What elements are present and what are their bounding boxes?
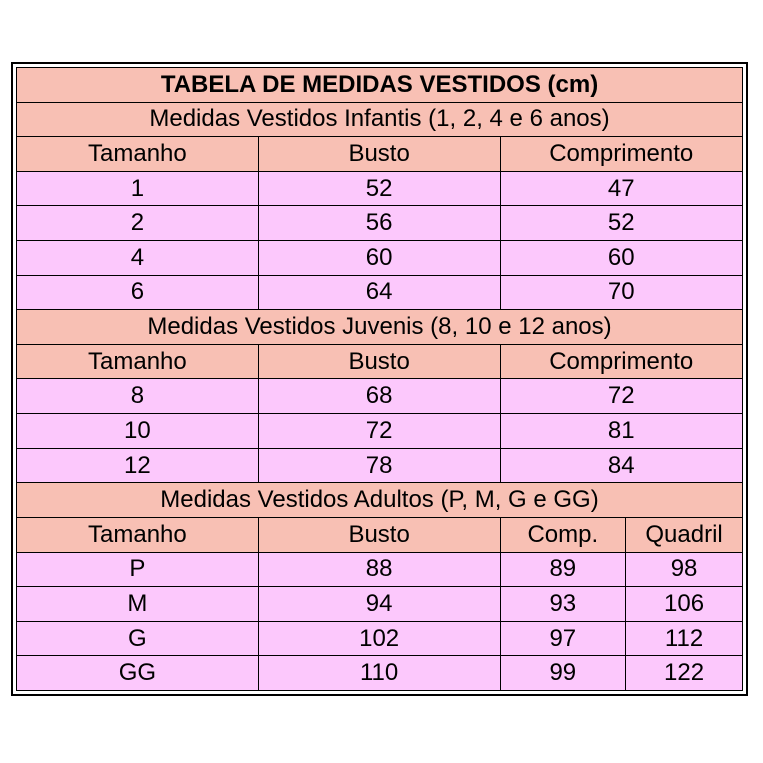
cell-length: 81 [500, 414, 743, 449]
table-row [17, 414, 743, 449]
table-row [17, 656, 743, 691]
cell-size: 4 [17, 241, 259, 276]
cell-bust: 78 [258, 448, 500, 483]
cell-size: 2 [17, 206, 259, 241]
table-row [17, 552, 743, 587]
cell-hip: 122 [626, 656, 743, 691]
cell-size: 10 [17, 414, 259, 449]
column-header-busto: Busto [258, 137, 500, 172]
cell-length: 84 [500, 448, 743, 483]
table-row [17, 275, 743, 310]
size-chart-frame [11, 62, 748, 696]
cell-hip: 106 [626, 587, 743, 622]
cell-size: 12 [17, 448, 259, 483]
section-heading-row [17, 102, 743, 137]
cell-size: 1 [17, 171, 259, 206]
cell-bust: 56 [258, 206, 500, 241]
cell-length: 70 [500, 275, 743, 310]
cell-length: 47 [500, 171, 743, 206]
column-header-comprimento: Comprimento [500, 344, 743, 379]
cell-size: GG [17, 656, 259, 691]
table-row [17, 448, 743, 483]
cell-length: 72 [500, 379, 743, 414]
cell-hip: 98 [626, 552, 743, 587]
section-heading-juvenis: Medidas Vestidos Juvenis (8, 10 e 12 anos) [17, 310, 743, 345]
column-header-busto: Busto [258, 344, 500, 379]
table-row [17, 206, 743, 241]
table-row [17, 621, 743, 656]
cell-hip: 112 [626, 621, 743, 656]
table-title: TABELA DE MEDIDAS VESTIDOS (cm) [17, 68, 743, 103]
table-row [17, 379, 743, 414]
column-header-tamanho: Tamanho [17, 137, 259, 172]
size-chart-table [16, 67, 743, 691]
cell-length: 97 [500, 621, 626, 656]
cell-size: G [17, 621, 259, 656]
cell-length: 93 [500, 587, 626, 622]
cell-bust: 94 [258, 587, 500, 622]
section-heading-row [17, 483, 743, 518]
cell-bust: 102 [258, 621, 500, 656]
column-header-row [17, 344, 743, 379]
cell-size: 6 [17, 275, 259, 310]
cell-bust: 52 [258, 171, 500, 206]
section-heading-infantis: Medidas Vestidos Infantis (1, 2, 4 e 6 anos) [17, 102, 743, 137]
table-row [17, 171, 743, 206]
column-header-busto: Busto [258, 517, 500, 552]
cell-bust: 64 [258, 275, 500, 310]
title-row [17, 68, 743, 103]
column-header-row [17, 517, 743, 552]
cell-size: 8 [17, 379, 259, 414]
column-header-tamanho: Tamanho [17, 344, 259, 379]
column-header-row [17, 137, 743, 172]
cell-bust: 68 [258, 379, 500, 414]
cell-bust: 60 [258, 241, 500, 276]
column-header-comp: Comp. [500, 517, 626, 552]
cell-bust: 72 [258, 414, 500, 449]
column-header-comprimento: Comprimento [500, 137, 743, 172]
cell-length: 99 [500, 656, 626, 691]
table-row [17, 241, 743, 276]
section-heading-adultos: Medidas Vestidos Adultos (P, M, G e GG) [17, 483, 743, 518]
cell-length: 60 [500, 241, 743, 276]
cell-length: 52 [500, 206, 743, 241]
cell-size: P [17, 552, 259, 587]
cell-bust: 110 [258, 656, 500, 691]
column-header-tamanho: Tamanho [17, 517, 259, 552]
cell-size: M [17, 587, 259, 622]
cell-bust: 88 [258, 552, 500, 587]
table-row [17, 587, 743, 622]
column-header-quadril: Quadril [626, 517, 743, 552]
section-heading-row [17, 310, 743, 345]
cell-length: 89 [500, 552, 626, 587]
